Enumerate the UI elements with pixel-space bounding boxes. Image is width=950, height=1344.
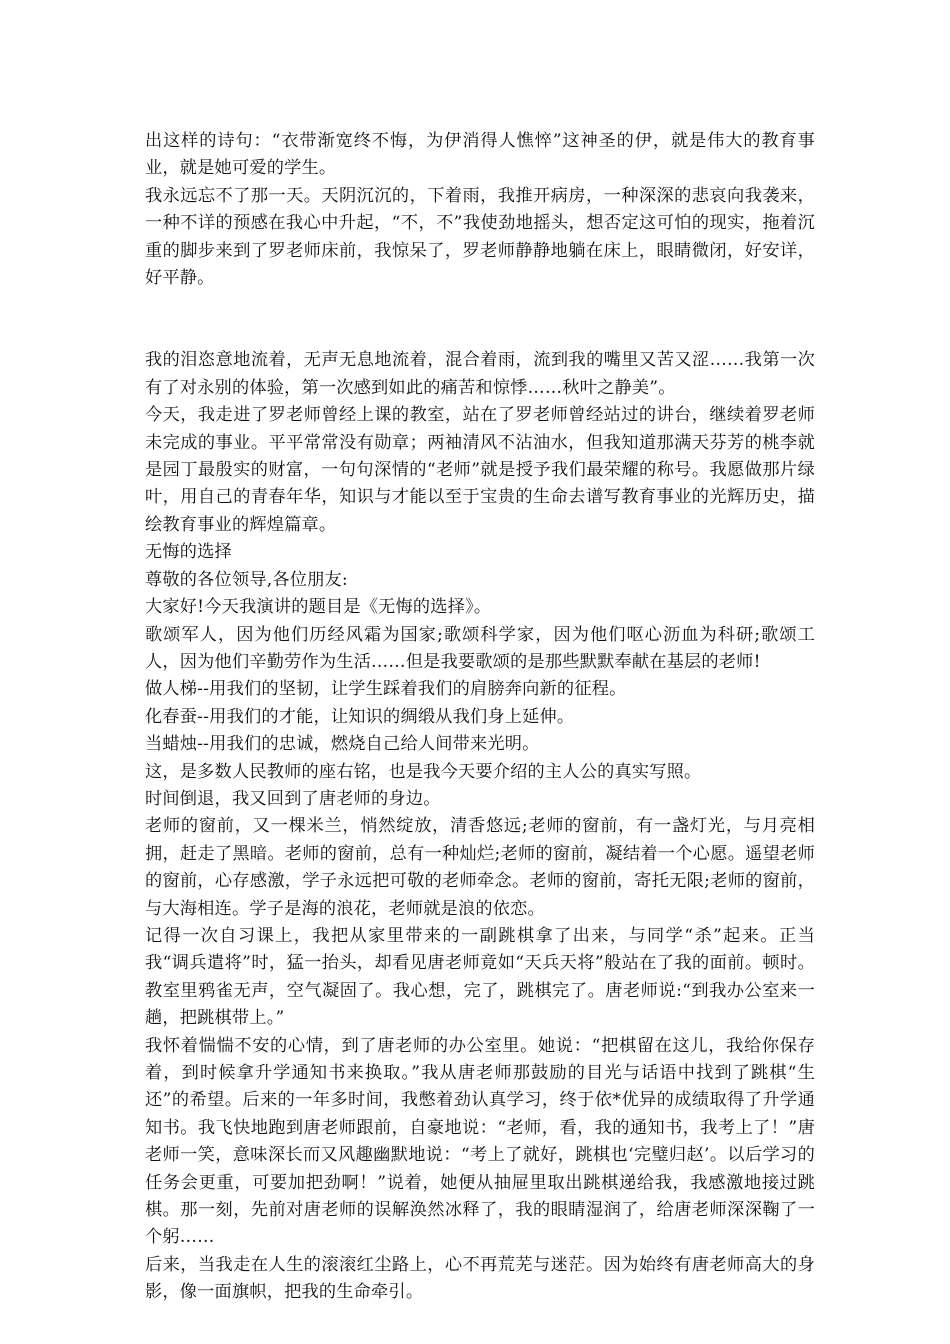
paragraph: 老师的窗前，又一棵米兰，悄然绽放，清香悠远;老师的窗前，有一盏灯光，与月亮相拥，赶走了黑暗。老师的窗前，总有一种灿烂;老师的窗前，凝结着一个心愿。遥望老师的窗前，心存感激，学子永远把可敬的老师牵念。老师的窗前，寄托无限;老师的窗前，与大海相连。学子是海的浪花，老师就是浪的依恋。 — [145, 816, 815, 919]
paragraph: 我的泪恣意地流着，无声无息地流着，混合着雨，流到我的嘴里又苦又涩……我第一次有了对永别的体验，第一次感到如此的痛苦和惊悸……秋叶之静美”。 — [145, 350, 815, 398]
paragraph: 记得一次自习课上，我把从家里带来的一副跳棋拿了出来，与同学“杀”起来。正当我“调兵遣将”时，猛一抬头，却看见唐老师竟如“天兵天将”般站在了我的面前。顿时。教室里鸦雀无声，空气凝固了。我心想，完了，跳棋完了。唐老师说:“到我办公室来一趟，把跳棋带上。” — [145, 925, 815, 1029]
paragraph: 大家好!今天我演讲的题目是《无悔的选择》。 — [145, 597, 492, 618]
paragraph: 歌颂军人，因为他们历经风霜为国家;歌颂科学家，因为他们呕心沥血为科研;歌颂工人，因为他们辛勤劳作为生活……但是我要歌颂的是那些默默奉献在基层的老师! — [145, 624, 815, 672]
paragraph: 我永远忘不了那一天。天阴沉沉的，下着雨，我推开病房，一种深深的悲哀向我袭来，一种不详的预感在我心中升起，“不，不”我使劲地摇头，想否定这可怕的现实，拖着沉重的脚步来到了罗老师床前，我惊呆了，罗老师静静地躺在床上，眼睛微闭，好安详，好平静。 — [145, 185, 815, 289]
paragraph: 当蜡烛--用我们的忠诚，燃烧自己给人间带来光明。 — [145, 734, 540, 755]
paragraph: 出这样的诗句：“衣带渐宽终不悔，为伊消得人憔悴”这神圣的伊，就是伟大的教育事业，就是她可爱的学生。 — [145, 131, 815, 179]
salutation: 尊敬的各位领导,各位朋友: — [145, 569, 348, 590]
section-gap — [145, 292, 815, 347]
paragraph: 做人梯--用我们的坚韧，让学生踩着我们的肩膀奔向新的征程。 — [145, 679, 627, 700]
text-block-2 — [145, 347, 815, 1306]
text-block-1 — [145, 128, 815, 292]
paragraph: 今天，我走进了罗老师曾经上课的教室，站在了罗老师曾经站过的讲台，继续着罗老师未完成的事业。平平常常没有勋章；两袖清风不沾油水，但我知道那满天芬芳的桃李就是园丁最殷实的财富，一句句深情的“老师”就是授予我们最荣耀的称号。我愿做那片绿叶，用自己的青春年华，知识与才能以至于宝贵的生命去谱写教育事业的光辉历史，描绘教育事业的辉煌篇章。 — [145, 405, 815, 535]
paragraph: 化春蚕--用我们的才能，让知识的绸缎从我们身上延伸。 — [145, 706, 575, 727]
document-page — [145, 128, 815, 1307]
section-title: 无悔的选择 — [145, 542, 232, 563]
paragraph: 这，是多数人民教师的座右铭，也是我今天要介绍的主人公的真实写照。 — [145, 761, 702, 782]
paragraph: 我怀着惴惴不安的心情，到了唐老师的办公室里。她说：“把棋留在这儿，我给你保存着，到时候拿升学通知书来换取。”我从唐老师那鼓励的目光与话语中找到了跳棋“生还”的希望。后来的一年多时间，我憋着劲认真学习，终于依*优异的成绩取得了升学通知书。我飞快地跑到唐老师跟前，自豪地说：“老师，看，我的通知书，我考上了！”唐老师一笑，意味深长而又风趣幽默地说：“考上了就好，跳棋也‘完璧归赵’。以后学习的任务会更重，可要加把劲啊！”说着，她便从抽屉里取出跳棋递给我，我感激地接过跳棋。那一刻，先前对唐老师的误解涣然冰释了，我的眼睛湿润了，给唐老师深深鞠了一个躬…… — [145, 1035, 815, 1248]
paragraph: 时间倒退，我又回到了唐老师的身边。 — [145, 788, 441, 809]
paragraph: 后来，当我走在人生的滚滚红尘路上，心不再荒芜与迷茫。因为始终有唐老师高大的身影，像一面旗帜，把我的生命牵引。 — [145, 1254, 815, 1303]
